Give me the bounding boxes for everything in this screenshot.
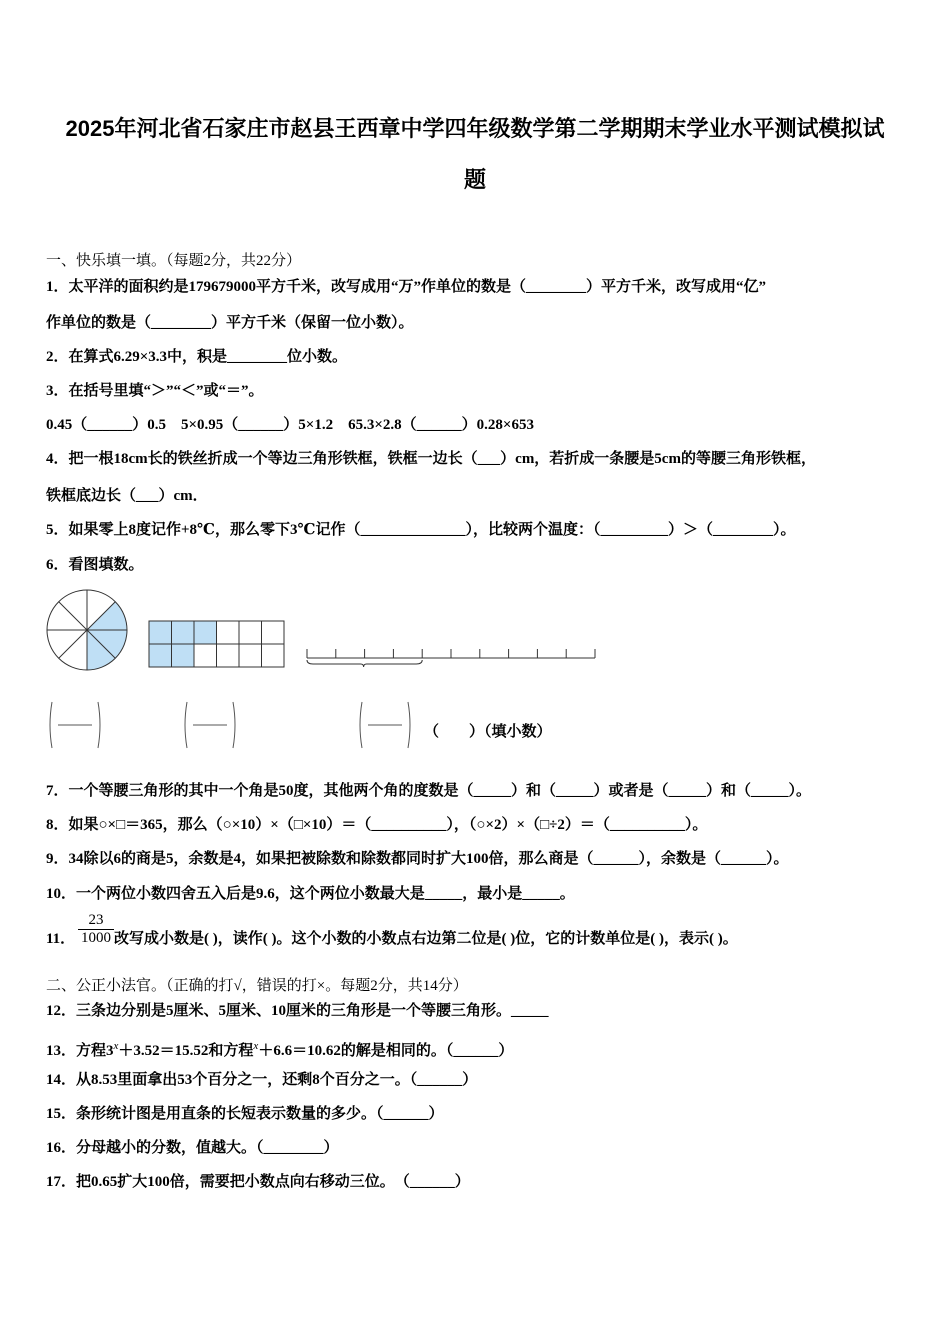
grid-cell [194, 644, 217, 667]
number-line-brace [307, 660, 422, 667]
question-13-part-c: ＋6.6＝10.62的解是相同的。（______） [258, 1043, 514, 1059]
question-5: 5．如果零上8度记作+8℃，那么零下3℃记作（______________），比较两个温度：（_________）＞（________）。 [46, 522, 796, 538]
question-13-part-b: ＋3.52＝15.52和方程 [118, 1043, 254, 1059]
question-10: 10．一个两位小数四舍五入后是9.6，这个两位小数最大是_____，最小是_____。 [46, 886, 575, 902]
question-13-part-a: 13．方程3 [46, 1043, 114, 1059]
fraction-numerator: 23 [78, 912, 114, 930]
question-11-number: 11． [46, 931, 76, 947]
variable-x: x [113, 1040, 119, 1052]
grid-cell [239, 644, 262, 667]
fraction-denominator: 1000 [81, 930, 111, 946]
grid-cell [172, 644, 195, 667]
grid-fraction-figure [148, 620, 286, 668]
question-14: 14．从8.53里面拿出53个百分之一，还剩8个百分之一。（______） [46, 1072, 478, 1088]
question-4-line1: 4．把一根18cm长的铁丝折成一个等边三角形铁框，铁框一边长（___）cm，若折成一条腰是5cm的等腰三角形铁框， [46, 451, 816, 467]
question-16: 16．分母越小的分数，值越大。（________） [46, 1140, 339, 1156]
number-line-figure [305, 640, 597, 670]
grid-cell [262, 621, 285, 644]
grid-cell [217, 621, 240, 644]
page-title-line2: 题 [463, 167, 486, 192]
question-1-line2: 作单位的数是（________）平方千米（保留一位小数）。 [46, 315, 414, 331]
question-17: 17．把0.65扩大100倍，需要把小数点向右移动三位。 （______） [46, 1174, 470, 1190]
question-9: 9．34除以6的商是5，余数是4，如果把被除数和除数都同时扩大100倍，那么商是（______），余数是（______）。 [46, 851, 789, 867]
question-8: 8．如果○×□＝365，那么（○×10）×（□×10）＝（__________），（○×2）×（□÷2）＝（__________）。 [46, 817, 708, 833]
question-11-text: 改写成小数是( )，读作( )。这个小数的小数点右边第二位是( )位，它的计数单位是( )，表示( )。 [114, 931, 738, 947]
variable-x-2: x [253, 1040, 259, 1052]
question-6: 6．看图填数。 [46, 557, 144, 573]
grid-cell [239, 621, 262, 644]
question-4-line2: 铁框底边长（___）cm． [46, 488, 208, 504]
fraction-answer-box-3[interactable] [358, 700, 412, 750]
question-3: 3．在括号里填“＞”“＜”或“＝”。 [46, 383, 264, 399]
question-15: 15．条形统计图是用直条的长短表示数量的多少。（______） [46, 1106, 444, 1122]
section2-heading: 二、公正小法官。（正确的打√，错误的打×。每题2分，共14分） [46, 978, 468, 994]
question-7: 7．一个等腰三角形的其中一个角是50度，其他两个角的度数是（_____）和（_____）或者是（_____）和（_____）。 [46, 783, 812, 799]
grid-cell [149, 621, 172, 644]
circle-fraction-figure [45, 588, 129, 672]
question-3-items: 0.45（______）0.5 5×0.95（______）5×1.2 65.3×2.8（______）0.28×653 [46, 417, 534, 433]
grid-cell [217, 644, 240, 667]
question-13 [46, 1036, 513, 1061]
grid-cell [194, 621, 217, 644]
question-6-decimal-blank: （ ）（填小数） [424, 724, 552, 740]
fraction-answer-box-2[interactable] [183, 700, 237, 750]
question-12: 12．三条边分别是5厘米、5厘米、10厘米的三角形是一个等腰三角形。_____ [46, 1003, 549, 1019]
grid-cell [262, 644, 285, 667]
grid-cell [149, 644, 172, 667]
question-2: 2．在算式6.29×3.3中，积是________位小数。 [46, 349, 348, 365]
question-1-line1: 1．太平洋的面积约是179679000平方千米，改写成用“万”作单位的数是（________）平方千米，改写成用“亿” [46, 279, 767, 295]
page-title-line1: 2025年河北省石家庄市赵县王西章中学四年级数学第二学期期末学业水平测试模拟试 [65, 116, 885, 141]
fraction-answer-box-1[interactable] [48, 700, 102, 750]
grid-cell [172, 621, 195, 644]
fraction-23-over-1000 [78, 912, 114, 947]
section1-heading: 一、快乐填一填。（每题2分，共22分） [46, 253, 302, 269]
